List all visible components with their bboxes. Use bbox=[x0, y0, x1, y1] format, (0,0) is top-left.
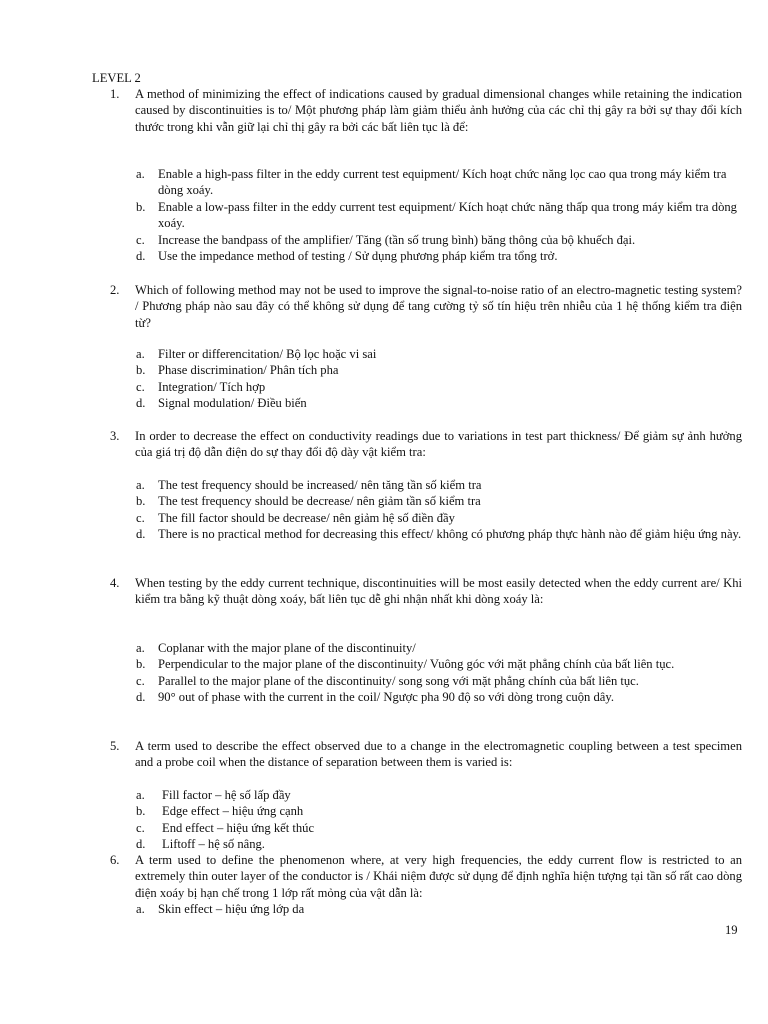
option-text: Perpendicular to the major plane of the discontinuity/ Vuông góc với mặt phẳng chính của bất liên tục. bbox=[158, 657, 675, 672]
option-text: Phase discrimination/ Phân tích pha bbox=[158, 363, 339, 378]
option-label: c. bbox=[136, 232, 145, 247]
option-a bbox=[136, 346, 744, 362]
option-label: b. bbox=[136, 804, 146, 819]
option-label: a. bbox=[136, 902, 145, 916]
option-b bbox=[136, 493, 744, 509]
option-b bbox=[136, 362, 744, 378]
question-3-options bbox=[136, 477, 744, 543]
option-label: a. bbox=[136, 788, 145, 802]
option-text: Coplanar with the major plane of the discontinuity/ bbox=[158, 641, 416, 655]
option-text: Use the impedance method of testing / Sử dụng phương pháp kiểm tra tổng trở. bbox=[158, 249, 558, 264]
option-label: a. bbox=[136, 478, 145, 492]
question-1 bbox=[110, 86, 742, 135]
option-text: Liftoff – hệ số nâng. bbox=[162, 837, 265, 852]
option-d bbox=[136, 689, 744, 705]
option-text: Enable a low-pass filter in the eddy current test equipment/ Kích hoạt chức năng thấp qua trong máy kiểm tra dòng xoáy. bbox=[158, 199, 737, 231]
option-d bbox=[136, 526, 744, 542]
level-heading: LEVEL 2 bbox=[92, 71, 141, 85]
question-2-options bbox=[136, 346, 744, 412]
option-label: d. bbox=[136, 396, 146, 411]
option-text: Skin effect – hiệu ứng lớp da bbox=[158, 902, 305, 916]
option-a bbox=[136, 477, 744, 493]
option-text: End effect – hiệu ứng kết thúc bbox=[162, 820, 315, 835]
question-6-options bbox=[136, 901, 744, 917]
option-label: c. bbox=[136, 379, 145, 394]
option-text: Signal modulation/ Điều biến bbox=[158, 396, 307, 411]
option-a bbox=[136, 901, 744, 917]
option-text: Integration/ Tích hợp bbox=[158, 379, 266, 394]
option-label: b. bbox=[136, 657, 146, 672]
question-6 bbox=[110, 852, 742, 901]
option-label: c. bbox=[136, 820, 145, 835]
question-number: 4. bbox=[110, 576, 120, 590]
question-text: A term used to define the phenomenon where, at very high frequencies, the eddy current flow is restricted to an extremely thin outer layer of the conductor is / Khái niệm được sử dụng để định nghĩa hiện tượng tại tần số rất cao dòng điện xoáy bị hạn chế trong 1 lớp rất mỏng của vật dẫn là: bbox=[135, 853, 742, 900]
option-label: a. bbox=[136, 641, 145, 655]
question-number: 6. bbox=[110, 853, 120, 867]
question-number: 3. bbox=[110, 429, 120, 443]
question-text: In order to decrease the effect on conductivity readings due to variations in test part thickness/ Để giảm sự ảnh hưởng của giá trị độ dẫn điện do sự thay đổi độ dày vật kiểm tra: bbox=[135, 429, 742, 460]
question-2 bbox=[110, 282, 742, 331]
option-text: Filter or differencitation/ Bộ lọc hoặc vi sai bbox=[158, 347, 377, 361]
option-b bbox=[136, 656, 744, 672]
option-d bbox=[136, 395, 744, 411]
option-text: The test frequency should be increased/ nên tăng tần số kiểm tra bbox=[158, 478, 482, 492]
option-c bbox=[136, 673, 744, 689]
page-number: 19 bbox=[725, 923, 738, 937]
option-text: There is no practical method for decreasing this effect/ không có phương pháp thực hành nào để giảm hiệu ứng này. bbox=[158, 527, 742, 542]
option-label: b. bbox=[136, 494, 146, 509]
option-text: Parallel to the major plane of the discontinuity/ song song với mặt phẳng chính của bất liên tục. bbox=[158, 673, 639, 688]
question-5 bbox=[110, 738, 742, 771]
question-number: 1. bbox=[110, 87, 120, 101]
question-1-options bbox=[136, 166, 744, 264]
option-b bbox=[136, 803, 744, 819]
option-text: 90° out of phase with the current in the coil/ Ngược pha 90 độ so với dòng trong cuộn dây. bbox=[158, 690, 614, 705]
question-3 bbox=[110, 428, 742, 461]
question-4 bbox=[110, 575, 742, 608]
option-text: Enable a high-pass filter in the eddy current test equipment/ Kích hoạt chức năng lọc cao qua trong máy kiểm tra dòng xoáy. bbox=[158, 167, 727, 198]
option-c bbox=[136, 379, 744, 395]
question-number: 2. bbox=[110, 283, 120, 297]
option-label: a. bbox=[136, 167, 145, 181]
option-label: b. bbox=[136, 199, 146, 214]
option-a bbox=[136, 166, 744, 199]
option-d bbox=[136, 836, 744, 852]
option-b bbox=[136, 199, 744, 232]
question-5-options bbox=[136, 787, 744, 853]
option-label: c. bbox=[136, 510, 145, 525]
option-text: The test frequency should be decrease/ nên giảm tần số kiểm tra bbox=[158, 494, 481, 509]
option-label: d. bbox=[136, 690, 146, 705]
option-text: Increase the bandpass of the amplifier/ Tăng (tần số trung bình) băng thông của bộ khuếch đại. bbox=[158, 232, 636, 247]
option-a bbox=[136, 640, 744, 656]
question-number: 5. bbox=[110, 739, 120, 753]
question-4-options bbox=[136, 640, 744, 706]
option-c bbox=[136, 510, 744, 526]
question-text: A term used to describe the effect observed due to a change in the electromagnetic coupling between a test specimen and a probe coil when the distance of separation between them is varied is: bbox=[135, 739, 742, 770]
option-text: The fill factor should be decrease/ nên giảm hệ số điền đầy bbox=[158, 510, 455, 525]
option-a bbox=[136, 787, 744, 803]
option-text: Fill factor – hệ số lấp đầy bbox=[162, 788, 291, 802]
option-label: d. bbox=[136, 527, 146, 542]
question-text: A method of minimizing the effect of indications caused by gradual dimensional changes while retaining the indication caused by discontinuities is to/ Một phương pháp làm giảm thiểu ảnh hưởng của các chỉ thị gây ra bởi sự thay đổi kích thước trong khi vẫn giữ lại chỉ thị gây ra bởi các bất liên tục là để: bbox=[135, 87, 742, 134]
option-label: a. bbox=[136, 347, 145, 361]
option-c bbox=[136, 820, 744, 836]
option-label: b. bbox=[136, 363, 146, 378]
option-c bbox=[136, 232, 744, 248]
question-text: Which of following method may not be used to improve the signal-to-noise ratio of an electro-magnetic testing system? / Phương pháp nào sau đây có thể không sử dụng để tang cường tỷ số tín hiệu trên nhiễu của 1 hệ thống kiểm tra điện từ? bbox=[135, 283, 742, 330]
option-d bbox=[136, 248, 744, 264]
option-label: d. bbox=[136, 249, 146, 264]
option-label: d. bbox=[136, 837, 146, 852]
option-label: c. bbox=[136, 673, 145, 688]
option-text: Edge effect – hiệu ứng cạnh bbox=[162, 804, 304, 819]
question-text: When testing by the eddy current technique, discontinuities will be most easily detected when the eddy current are/ Khi kiểm tra bằng kỹ thuật dòng xoáy, bất liên tục dễ ghi nhận nhất khi dòng xoáy là: bbox=[135, 576, 742, 607]
